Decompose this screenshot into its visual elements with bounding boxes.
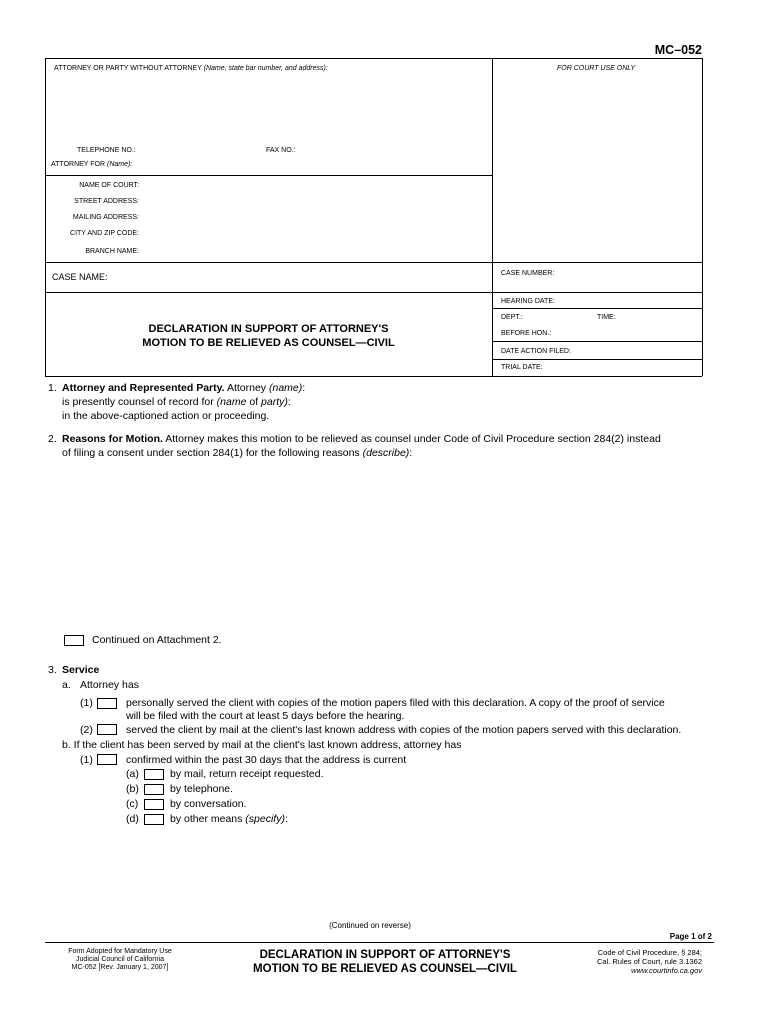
- item1-line1: Attorney and Represented Party. Attorney (name):: [62, 382, 306, 394]
- caption-top-border: [45, 58, 702, 59]
- item2-line1: Reasons for Motion. Attorney makes this motion to be relieved as counsel under Code of Civil Procedure section 284(2) instead: [62, 433, 661, 445]
- mailing-address-label: MAILING ADDRESS:: [72, 214, 139, 221]
- attorney-for-label: ATTORNEY FOR (Name):: [51, 161, 133, 168]
- attachment-2-label: Continued on Attachment 2.: [92, 634, 222, 646]
- date-filed-label: DATE ACTION FILED:: [501, 348, 571, 355]
- street-address-label: STREET ADDRESS:: [74, 198, 139, 205]
- case-number-label: CASE NUMBER:: [501, 270, 555, 277]
- city-zip-label: CITY AND ZIP CODE:: [70, 230, 139, 237]
- item3-heading: Service: [62, 664, 100, 676]
- court-name-label: NAME OF COURT:: [79, 182, 139, 189]
- item1-line2: is presently counsel of record for (name of party):: [62, 396, 291, 408]
- personally-served-checkbox[interactable]: [97, 698, 117, 709]
- caption-bottom-border: [45, 376, 702, 377]
- caption-mid-divider: [492, 58, 493, 376]
- item3a1-line1: personally served the client with copies of the motion papers filed with this declaration. A copy of the proof of service: [126, 697, 665, 709]
- attorney-field-label: ATTORNEY OR PARTY WITHOUT ATTORNEY (Name, state bar number, and address):: [54, 65, 328, 72]
- form-adoption-info: Form Adopted for Mandatory Use Judicial Council of California MC-052 [Rev. January 1, 2007]: [68, 948, 172, 971]
- confirm-option-d-text: by other means (specify):: [170, 813, 288, 825]
- trial-date-label: TRIAL DATE:: [501, 364, 543, 371]
- item3a-label: a.: [62, 679, 71, 691]
- legal-references: Code of Civil Procedure, § 284; Cal. Rules of Court, rule 3.1362 www.courtinfo.ca.gov: [540, 948, 702, 975]
- other-means-checkbox[interactable]: [144, 814, 164, 825]
- footer-divider: [45, 942, 714, 943]
- branch-name-label: BRANCH NAME:: [85, 248, 139, 255]
- hearing-date-label: HEARING DATE:: [501, 298, 555, 305]
- by-conversation-checkbox[interactable]: [144, 799, 164, 810]
- item3a1-line2: will be filed with the court at least 5 days before the hearing.: [126, 710, 405, 722]
- by-mail-checkbox[interactable]: [144, 769, 164, 780]
- form-number: MC–052: [654, 43, 702, 57]
- page-number: Page 1 of 2: [669, 932, 712, 941]
- confirm-option-d-number: (d): [126, 813, 139, 825]
- confirm-option-b-text: by telephone.: [170, 783, 234, 795]
- date-filed-line: [492, 359, 702, 360]
- before-hon-label: BEFORE HON.:: [501, 330, 552, 337]
- time-label: TIME:: [597, 314, 616, 321]
- item2-line2: of filing a consent under section 284(1) for the following reasons (describe):: [62, 447, 413, 459]
- courtinfo-link[interactable]: www.courtinfo.ca.gov: [631, 966, 702, 975]
- item3-number: 3.: [48, 664, 57, 676]
- dept-label: DEPT.:: [501, 314, 523, 321]
- item1-line3: in the above-captioned action or proceeding.: [62, 410, 270, 422]
- attorney-name-field[interactable]: [54, 76, 484, 140]
- by-telephone-checkbox[interactable]: [144, 784, 164, 795]
- confirm-option-c-text: by conversation.: [170, 798, 247, 810]
- other-means-text-area[interactable]: [298, 812, 702, 907]
- confirm-option-a-text: by mail, return receipt requested.: [170, 768, 324, 780]
- item3b1-number: (1): [80, 754, 93, 766]
- court-section-divider: [45, 262, 702, 263]
- item3a2-number: (2): [80, 724, 93, 736]
- attachment-2-checkbox[interactable]: [64, 635, 84, 646]
- item2-number: 2.: [48, 433, 57, 445]
- attorney-for-divider: [45, 175, 492, 176]
- item3a1-number: (1): [80, 697, 93, 709]
- continued-on-reverse: (Continued on reverse): [329, 921, 411, 930]
- served-by-mail-checkbox[interactable]: [97, 724, 117, 735]
- caption-right-border: [702, 58, 703, 376]
- item3b-text: b. If the client has been served by mail at the client's last known address, attorney has: [62, 739, 462, 751]
- confirm-option-a-number: (a): [126, 768, 139, 780]
- reasons-text-area[interactable]: [62, 463, 702, 628]
- telephone-label: TELEPHONE NO.:: [77, 147, 136, 154]
- case-name-label: CASE NAME:: [52, 272, 108, 282]
- caption-title: DECLARATION IN SUPPORT OF ATTORNEY'S MOTION TO BE RELIEVED AS COUNSEL—CIVIL: [142, 323, 395, 349]
- before-hon-line: [492, 341, 702, 342]
- fax-label: FAX NO.:: [266, 147, 296, 154]
- case-name-divider: [45, 292, 702, 293]
- item3a2-text: served the client by mail at the client's last known address with copies of the motion papers served with this declaration.: [126, 724, 682, 736]
- item1-number: 1.: [48, 382, 57, 394]
- footer-title: DECLARATION IN SUPPORT OF ATTORNEY'S MOTION TO BE RELIEVED AS COUNSEL—CIVIL: [253, 949, 517, 975]
- hearing-row-line: [492, 308, 702, 309]
- court-use-label: FOR COURT USE ONLY: [557, 65, 636, 72]
- item3a-text: Attorney has: [80, 679, 139, 691]
- confirm-option-c-number: (c): [126, 798, 139, 810]
- item3b1-text: confirmed within the past 30 days that the address is current: [126, 754, 407, 766]
- address-confirmed-checkbox[interactable]: [97, 754, 117, 765]
- confirm-option-b-number: (b): [126, 783, 139, 795]
